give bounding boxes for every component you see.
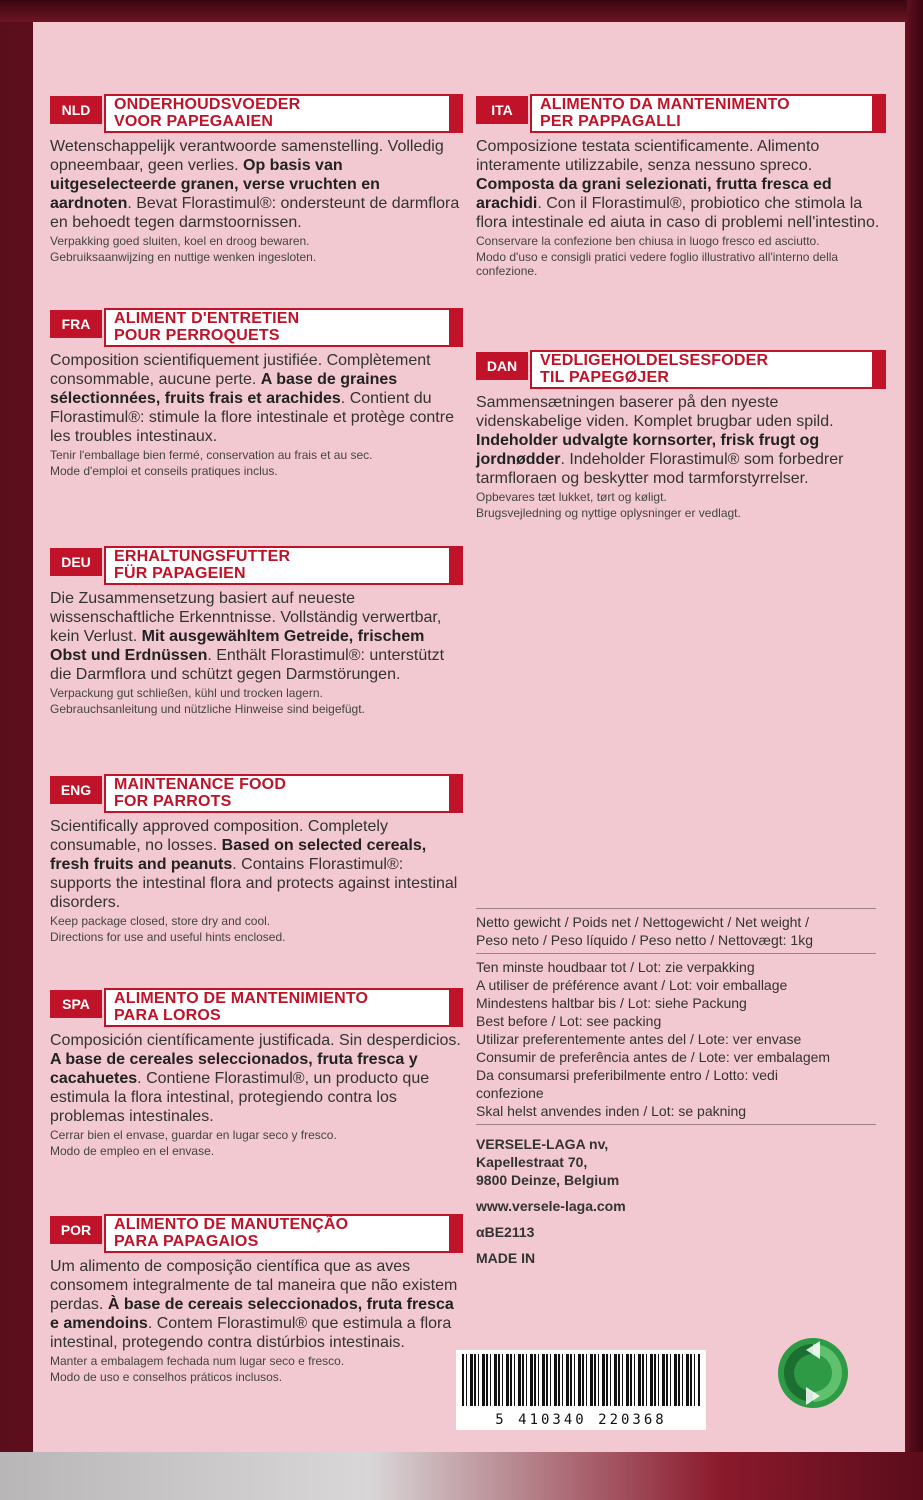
section-body: Um alimento de composição científica que as aves consomem integralmente de tal maneira que não existem perdas. À base de cereais seleccionados, fruta fresca e amendoins. Contem Florastimul® que estimula a flora intestinal, protegendo contra distúrbios intestinais.: [50, 1258, 458, 1351]
usage-note: Modo de uso e conselhos práticos inclusos.: [50, 1370, 283, 1384]
label-panel: [33, 22, 905, 1452]
approval-code: αBE2113: [476, 1224, 535, 1240]
language-code: ITA: [476, 96, 528, 124]
section-title: ALIMENTO DE MANTENIMIENTO: [114, 990, 369, 1007]
language-code: ENG: [50, 776, 102, 804]
best-before-line: Utilizar preferentemente antes del / Lote: ver envase: [476, 1031, 802, 1047]
usage-note: Modo de empleo en el envase.: [50, 1144, 215, 1158]
language-code: SPA: [50, 990, 102, 1018]
section-subtitle: POUR PERROQUETS: [114, 327, 280, 344]
storage-note: Verpakking goed sluiten, koel en droog bewaren.: [50, 234, 310, 248]
bottom-edge: [0, 1452, 923, 1500]
company-name: VERSELE-LAGA nv,: [476, 1136, 609, 1152]
language-code: POR: [50, 1216, 102, 1244]
storage-note: Keep package closed, store dry and cool.: [50, 914, 271, 928]
usage-note: Gebrauchsanleitung und nützliche Hinweise sind beigefügt.: [50, 702, 365, 716]
storage-note: Opbevares tæt lukket, tørt og køligt.: [476, 490, 667, 504]
section-body: Scientifically approved composition. Completely consumable, no losses. Based on selected cereals, fresh fruits and peanuts. Contains Florastimul®: supports the intestinal flora and protects against intestinal disorders.: [50, 818, 458, 911]
section-body: Die Zusammensetzung basiert auf neueste wissenschaftliche Erkenntnisse. Vollständig verwertbar, kein Verlust. Mit ausgewähltem Getreide, frischem Obst und Erdnüssen. Enthält Florastimul®: unterstützt die Darmflora und schützt gegen Darmstörungen.: [50, 590, 445, 683]
storage-note: Cerrar bien el envase, guardar en lugar seco y fresco.: [50, 1128, 337, 1142]
section-title: ALIMENTO DA MANTENIMENTO: [540, 96, 790, 113]
section-nld: [50, 94, 463, 264]
section-subtitle: FÜR PAPAGEIEN: [114, 565, 246, 582]
best-before-line: Mindestens haltbar bis / Lot: siehe Packung: [476, 995, 747, 1011]
section-deu: [50, 546, 463, 716]
section-title: MAINTENANCE FOOD: [114, 776, 287, 793]
section-title: ERHALTUNGSFUTTER: [114, 548, 291, 565]
made-in: MADE IN: [476, 1250, 536, 1266]
company-website: www.versele-laga.com: [476, 1198, 626, 1214]
section-title: ALIMENT D'ENTRETIEN: [114, 310, 300, 327]
barcode: [456, 1350, 706, 1430]
product-info: [476, 904, 876, 1267]
section-subtitle: PARA LOROS: [114, 1007, 221, 1024]
section-subtitle: VOOR PAPEGAAIEN: [114, 113, 274, 130]
storage-note: Manter a embalagem fechada num lugar seco e fresco.: [50, 1354, 345, 1368]
language-code: DAN: [476, 352, 528, 380]
section-title: ALIMENTO DE MANUTENÇÃO: [114, 1216, 349, 1233]
company-city: 9800 Deinze, Belgium: [476, 1172, 620, 1188]
green-dot-recycle-icon: [776, 1336, 850, 1410]
section-subtitle: FOR PARROTS: [114, 793, 232, 810]
net-weight-line1: Netto gewicht / Poids net / Nettogewicht / Net weight /: [476, 914, 810, 930]
best-before-line: confezione: [476, 1085, 544, 1101]
best-before-line: Best before / Lot: see packing: [476, 1013, 662, 1029]
usage-note: Directions for use and useful hints enclosed.: [50, 930, 286, 944]
storage-note: Verpackung gut schließen, kühl und trocken lagern.: [50, 686, 323, 700]
best-before-line: A utiliser de préférence avant / Lot: voir emballage: [476, 977, 788, 993]
section-ita: [476, 94, 886, 278]
best-before-line: Skal helst anvendes inden / Lot: se pakning: [476, 1103, 747, 1119]
section-por: [50, 1214, 463, 1384]
usage-note: Modo d'uso e consigli pratici vedere foglio illustrativo all'interno della confezione.: [476, 250, 839, 278]
language-code: DEU: [50, 548, 102, 576]
storage-note: Conservare la confezione ben chiusa in luogo fresco ed asciutto.: [476, 234, 820, 248]
right-edge: [907, 0, 923, 1500]
section-fra: [50, 308, 463, 478]
best-before-line: Ten minste houdbaar tot / Lot: zie verpakking: [476, 959, 755, 975]
best-before-line: Consumir de preferência antes de / Lote: ver embalagem: [476, 1049, 831, 1065]
section-eng: [50, 774, 463, 944]
usage-note: Brugsvejledning og nyttige oplysninger er vedlagt.: [476, 506, 741, 520]
net-weight-line2: Peso neto / Peso líquido / Peso netto / Nettovægt: 1kg: [476, 932, 813, 948]
language-code: NLD: [50, 96, 102, 124]
storage-note: Tenir l'emballage bien fermé, conservation au frais et au sec.: [50, 448, 373, 462]
section-dan: [476, 350, 886, 520]
top-edge: [0, 0, 923, 22]
section-subtitle: TIL PAPEGØJER: [540, 369, 670, 386]
company-street: Kapellestraat 70,: [476, 1154, 588, 1170]
section-body: Composición científicamente justificada. Sin desperdicios. A base de cereales seleccionados, fruta fresca y cacahuetes. Contiene Florastimul®, un producto que estimula la flora intestinal, protegiendo contra los problemas intestinales.: [50, 1032, 461, 1125]
barcode-number: 5 410340 220368: [495, 1412, 667, 1428]
section-spa: [50, 988, 463, 1158]
section-body: Composizione testata scientificamente. Alimento interamente utilizzabile, senza nessuno spreco. Composta da grani selezionati, frutta fresca ed arachidi. Con il Florastimul®, probiotico che stimola la flora intestinale ed aiuta in caso di problemi nell'intestino.: [476, 138, 880, 231]
section-subtitle: PARA PAPAGAIOS: [114, 1233, 259, 1250]
barcode-bars: [462, 1354, 700, 1406]
section-subtitle: PER PAPPAGALLI: [540, 113, 681, 130]
section-title: ONDERHOUDSVOEDER: [114, 96, 301, 113]
section-body: Sammensætningen baserer på den nyeste videnskabelige viden. Komplet brugbar uden spild. Indeholder udvalgte kornsorter, frisk frugt og jordnødder. Indeholder Florastimul® som forbedrer tarmfloraen og beskytter mod tarmforstyrrelser.: [476, 394, 844, 487]
section-body: Wetenschappelijk verantwoorde samenstelling. Volledig opneembaar, geen verlies. Op basis van uitgeselecteerde granen, verse vruchten en aardnoten. Bevat Florastimul®: ondersteunt de darmflora en behoedt tegen darmstoornissen.: [50, 138, 460, 231]
language-code: FRA: [50, 310, 102, 338]
section-title: VEDLIGEHOLDELSESFODER: [540, 352, 769, 369]
section-body: Composition scientifiquement justifiée. Complètement consommable, aucune perte. A base de graines sélectionnées, fruits frais et arachides. Contient du Florastimul®: stimule la flore intestinale et protège contre les troubles intestinaux.: [50, 352, 454, 445]
usage-note: Mode d'emploi et conseils pratiques inclus.: [50, 464, 278, 478]
usage-note: Gebruiksaanwijzing en nuttige wenken ingesloten.: [50, 250, 317, 264]
best-before-line: Da consumarsi preferibilmente entro / Lotto: vedi: [476, 1067, 778, 1083]
